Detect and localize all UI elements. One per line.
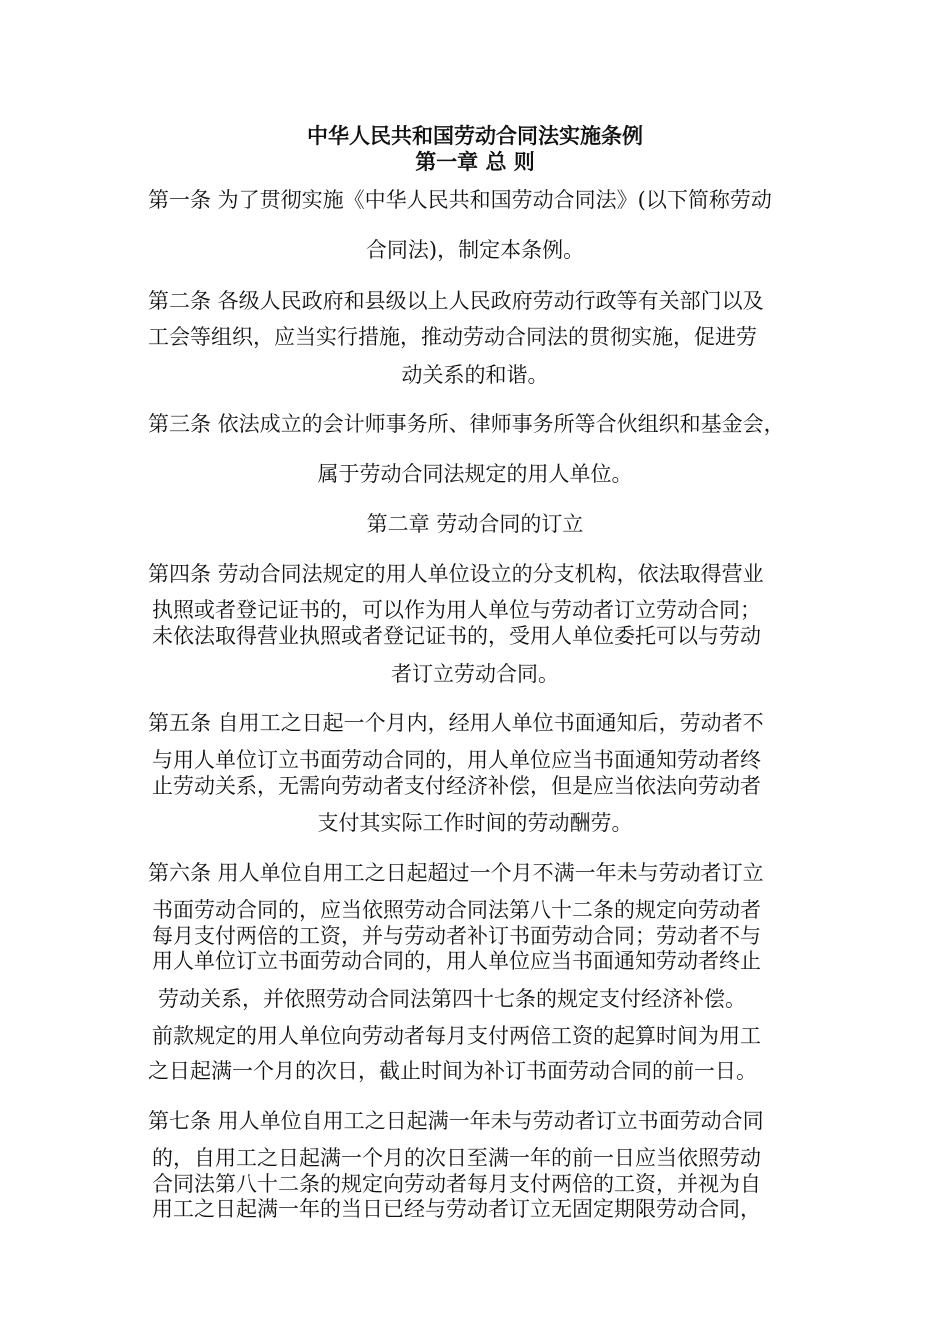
text-line: 第一条 为了贯彻实施《中华人民共和国劳动合同法》(以下简称劳动 <box>148 188 772 212</box>
document-title: 中华人民共和国劳动合同法实施条例 <box>307 124 643 148</box>
text-line: 第四条 劳动合同法规定的用人单位设立的分支机构，依法取得营业 <box>148 562 764 586</box>
text-line: 属于劳动合同法规定的用人单位。 <box>317 462 633 486</box>
text-line: 第三条 依法成立的会计师事务所、律师事务所等合伙组织和基金会， <box>148 412 785 436</box>
chapter-heading: 第一章 总 则 <box>415 150 535 174</box>
text-line: 用人单位订立书面劳动合同的，用人单位应当书面通知劳动者终止 <box>152 949 761 973</box>
text-line: 用工之日起满一年的当日已经与劳动者订立无固定期限劳动合同， <box>152 1197 761 1221</box>
text-line: 劳动关系，并依照劳动合同法第四十七条的规定支付经济补偿。 <box>158 987 746 1011</box>
text-line: 的，自用工之日起满一个月的次日至满一年的前一日应当依照劳动 <box>152 1146 761 1170</box>
text-line: 书面劳动合同的，应当依照劳动合同法第八十二条的规定向劳动者 <box>152 898 761 922</box>
text-line: 每月支付两倍的工资，并与劳动者补订书面劳动合同；劳动者不与 <box>152 924 761 948</box>
text-line: 者订立劳动合同。 <box>391 662 559 686</box>
chapter-heading: 第二章 劳动合同的订立 <box>366 512 584 536</box>
text-line: 第六条 用人单位自用工之日起超过一个月不满一年未与劳动者订立 <box>148 861 764 885</box>
text-line: 未依法取得营业执照或者登记证书的，受用人单位委托可以与劳动 <box>152 624 761 648</box>
text-line: 前款规定的用人单位向劳动者每月支付两倍工资的起算时间为用工 <box>152 1024 761 1048</box>
text-line: 第七条 用人单位自用工之日起满一年未与劳动者订立书面劳动合同 <box>148 1109 764 1133</box>
text-line: 支付其实际工作时间的劳动酬劳。 <box>317 811 633 835</box>
text-line: 第二条 各级人民政府和县级以上人民政府劳动行政等有关部门以及 <box>148 289 764 313</box>
text-line: 止劳动关系，无需向劳动者支付经济补偿，但是应当依法向劳动者 <box>152 774 761 798</box>
text-line: 动关系的和谐。 <box>401 363 549 387</box>
text-line: 与用人单位订立书面劳动合同的，用人单位应当书面通知劳动者终 <box>152 748 761 772</box>
text-line: 第五条 自用工之日起一个月内，经用人单位书面通知后，劳动者不 <box>148 711 764 735</box>
text-line: 合同法)，制定本条例。 <box>365 238 585 262</box>
text-line: 工会等组织，应当实行措施，推动劳动合同法的贯彻实施，促进劳 <box>148 325 757 349</box>
text-line: 合同法第八十二条的规定向劳动者每月支付两倍的工资，并视为自 <box>152 1172 761 1196</box>
text-line: 执照或者登记证书的，可以作为用人单位与劳动者订立劳动合同； <box>152 598 761 622</box>
text-line: 之日起满一个月的次日，截止时间为补订书面劳动合同的前一日。 <box>148 1059 757 1083</box>
